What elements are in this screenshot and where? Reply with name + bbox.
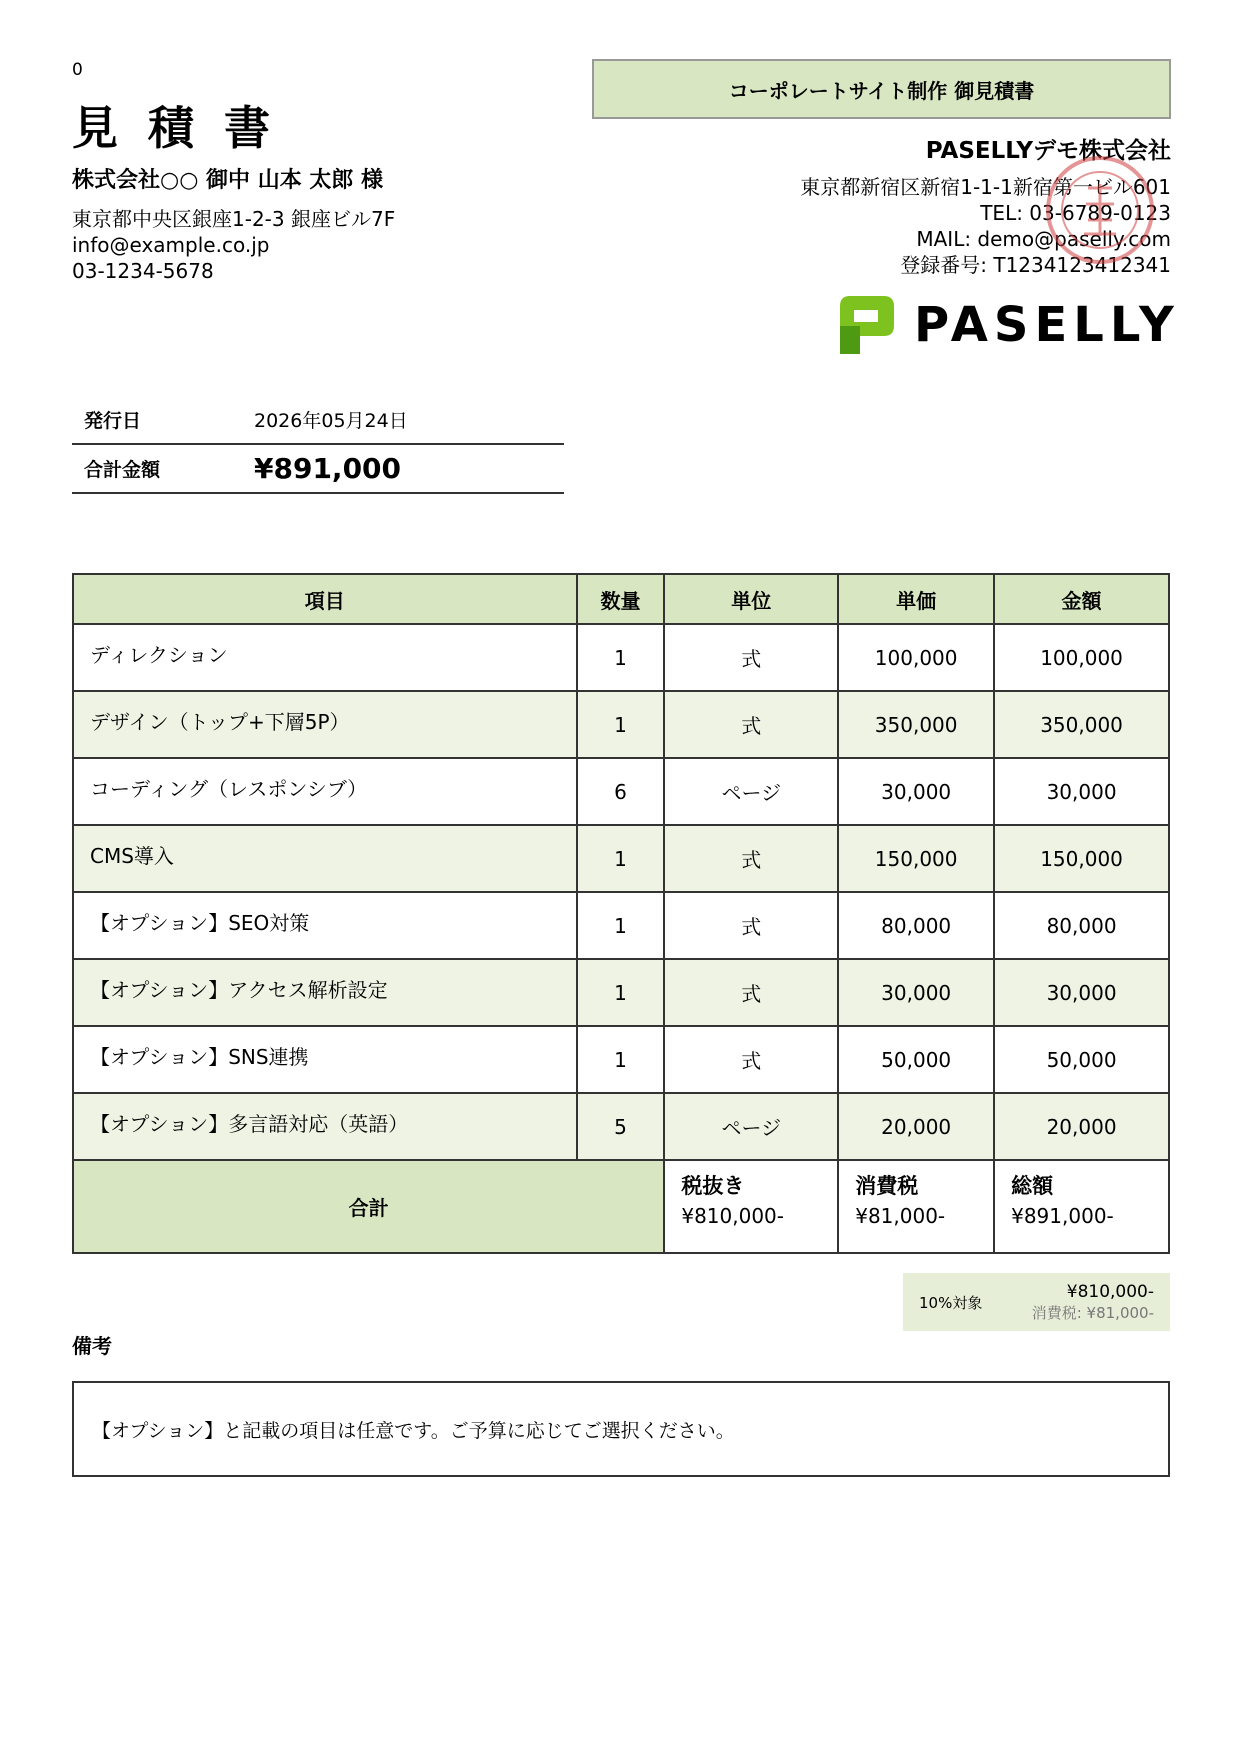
company-mail: MAIL: demo@paselly.com [916, 227, 1171, 251]
header-price: 単価 [838, 574, 994, 624]
row-price: 80,000 [838, 892, 994, 959]
row-unit: 式 [664, 1026, 838, 1093]
subtotal-value: ¥810,000- [681, 1204, 784, 1228]
row-name: 【オプション】アクセス解析設定 [73, 959, 577, 1026]
issue-date-value: 2026年05月24日 [254, 409, 408, 432]
tax-value: ¥81,000- [855, 1204, 946, 1228]
total-amount-row [72, 445, 564, 494]
row-unit: 式 [664, 624, 838, 691]
paselly-logo-icon [840, 296, 894, 354]
row-unit: ページ [664, 758, 838, 825]
row-unit: ページ [664, 1093, 838, 1160]
tax-breakdown-tax: 消費税: ¥81,000- [1031, 1303, 1154, 1322]
total-amount-label: 合計金額 [84, 459, 161, 481]
company-tel: TEL: 03-6789-0123 [980, 201, 1171, 225]
logo-text: PASELLY [914, 297, 1180, 353]
row-price: 30,000 [838, 758, 994, 825]
table-row [73, 1026, 1169, 1093]
company-seal-icon [1044, 154, 1156, 266]
header-amount: 金額 [994, 574, 1169, 624]
tax-breakdown-values [1019, 1282, 1154, 1323]
client-email: info@example.co.jp [72, 233, 270, 257]
grand-total-label: 総額 [1011, 1174, 1054, 1198]
table-row [73, 959, 1169, 1026]
row-price: 20,000 [838, 1093, 994, 1160]
remarks-text: 【オプション】と記載の項目は任意です。ご予算に応じてご選択ください。 [92, 1419, 735, 1442]
row-amount: 30,000 [994, 959, 1169, 1026]
subject-box: コーポレートサイト制作 御見積書 [592, 59, 1171, 119]
document-meta [72, 395, 564, 494]
tax-breakdown-amount: ¥810,000- [1066, 1281, 1154, 1302]
row-amount: 30,000 [994, 758, 1169, 825]
row-name: ディレクション [73, 624, 577, 691]
row-name: コーディング（レスポンシブ） [73, 758, 577, 825]
company-logo [840, 296, 1180, 354]
document-number: 0 [72, 60, 83, 80]
table-row [73, 825, 1169, 892]
header-unit: 単位 [664, 574, 838, 624]
client-phone: 03-1234-5678 [72, 259, 214, 283]
row-qty: 1 [577, 691, 665, 758]
subtotal-cell [664, 1160, 838, 1253]
table-header-row [73, 574, 1169, 624]
row-unit: 式 [664, 691, 838, 758]
document-title: 見積書 [72, 101, 300, 155]
row-unit: 式 [664, 959, 838, 1026]
remarks-label: 備考 [72, 1334, 112, 1358]
remarks-box [72, 1381, 1170, 1477]
row-amount: 80,000 [994, 892, 1169, 959]
row-unit: 式 [664, 892, 838, 959]
row-qty: 5 [577, 1093, 665, 1160]
row-amount: 150,000 [994, 825, 1169, 892]
client-address: 東京都中央区銀座1-2-3 銀座ビル7F [72, 207, 396, 231]
tax-label: 消費税 [855, 1174, 919, 1198]
grand-total-value: ¥891,000- [1011, 1204, 1114, 1228]
company-name: PASELLYデモ株式会社 [925, 138, 1171, 164]
company-address: 東京都新宿区新宿1-1-1新宿第一ビル601 [800, 175, 1171, 199]
items-table [72, 573, 1170, 1254]
header-qty: 数量 [577, 574, 665, 624]
client-name: 株式会社○○ 御中 山本 太郎 様 [72, 168, 384, 193]
row-qty: 6 [577, 758, 665, 825]
row-price: 50,000 [838, 1026, 994, 1093]
row-qty: 1 [577, 624, 665, 691]
row-amount: 100,000 [994, 624, 1169, 691]
tax-cell [838, 1160, 994, 1253]
table-row [73, 758, 1169, 825]
row-name: CMS導入 [73, 825, 577, 892]
tax-breakdown [903, 1273, 1170, 1331]
header-item: 項目 [73, 574, 577, 624]
client-info [72, 206, 395, 284]
row-price: 150,000 [838, 825, 994, 892]
table-row [73, 624, 1169, 691]
row-name: 【オプション】SEO対策 [73, 892, 577, 959]
totals-row [73, 1160, 1169, 1253]
table-row [73, 1093, 1169, 1160]
row-unit: 式 [664, 825, 838, 892]
table-row [73, 691, 1169, 758]
totals-label: 合計 [73, 1160, 664, 1253]
row-qty: 1 [577, 959, 665, 1026]
table-row [73, 892, 1169, 959]
tax-breakdown-label: 10%対象 [919, 1293, 983, 1312]
issue-date-row [72, 395, 564, 445]
row-price: 30,000 [838, 959, 994, 1026]
company-registration: 登録番号: T1234123412341 [900, 253, 1171, 277]
row-name: デザイン（トップ+下層5P） [73, 691, 577, 758]
row-name: 【オプション】多言語対応（英語） [73, 1093, 577, 1160]
row-price: 100,000 [838, 624, 994, 691]
grand-total-cell [994, 1160, 1169, 1253]
row-amount: 50,000 [994, 1026, 1169, 1093]
row-amount: 20,000 [994, 1093, 1169, 1160]
row-qty: 1 [577, 1026, 665, 1093]
row-amount: 350,000 [994, 691, 1169, 758]
row-name: 【オプション】SNS連携 [73, 1026, 577, 1093]
row-qty: 1 [577, 892, 665, 959]
row-price: 350,000 [838, 691, 994, 758]
subtotal-label: 税抜き [681, 1174, 745, 1198]
total-amount-value: ¥891,000 [254, 452, 402, 485]
row-qty: 1 [577, 825, 665, 892]
issue-date-label: 発行日 [84, 409, 142, 432]
